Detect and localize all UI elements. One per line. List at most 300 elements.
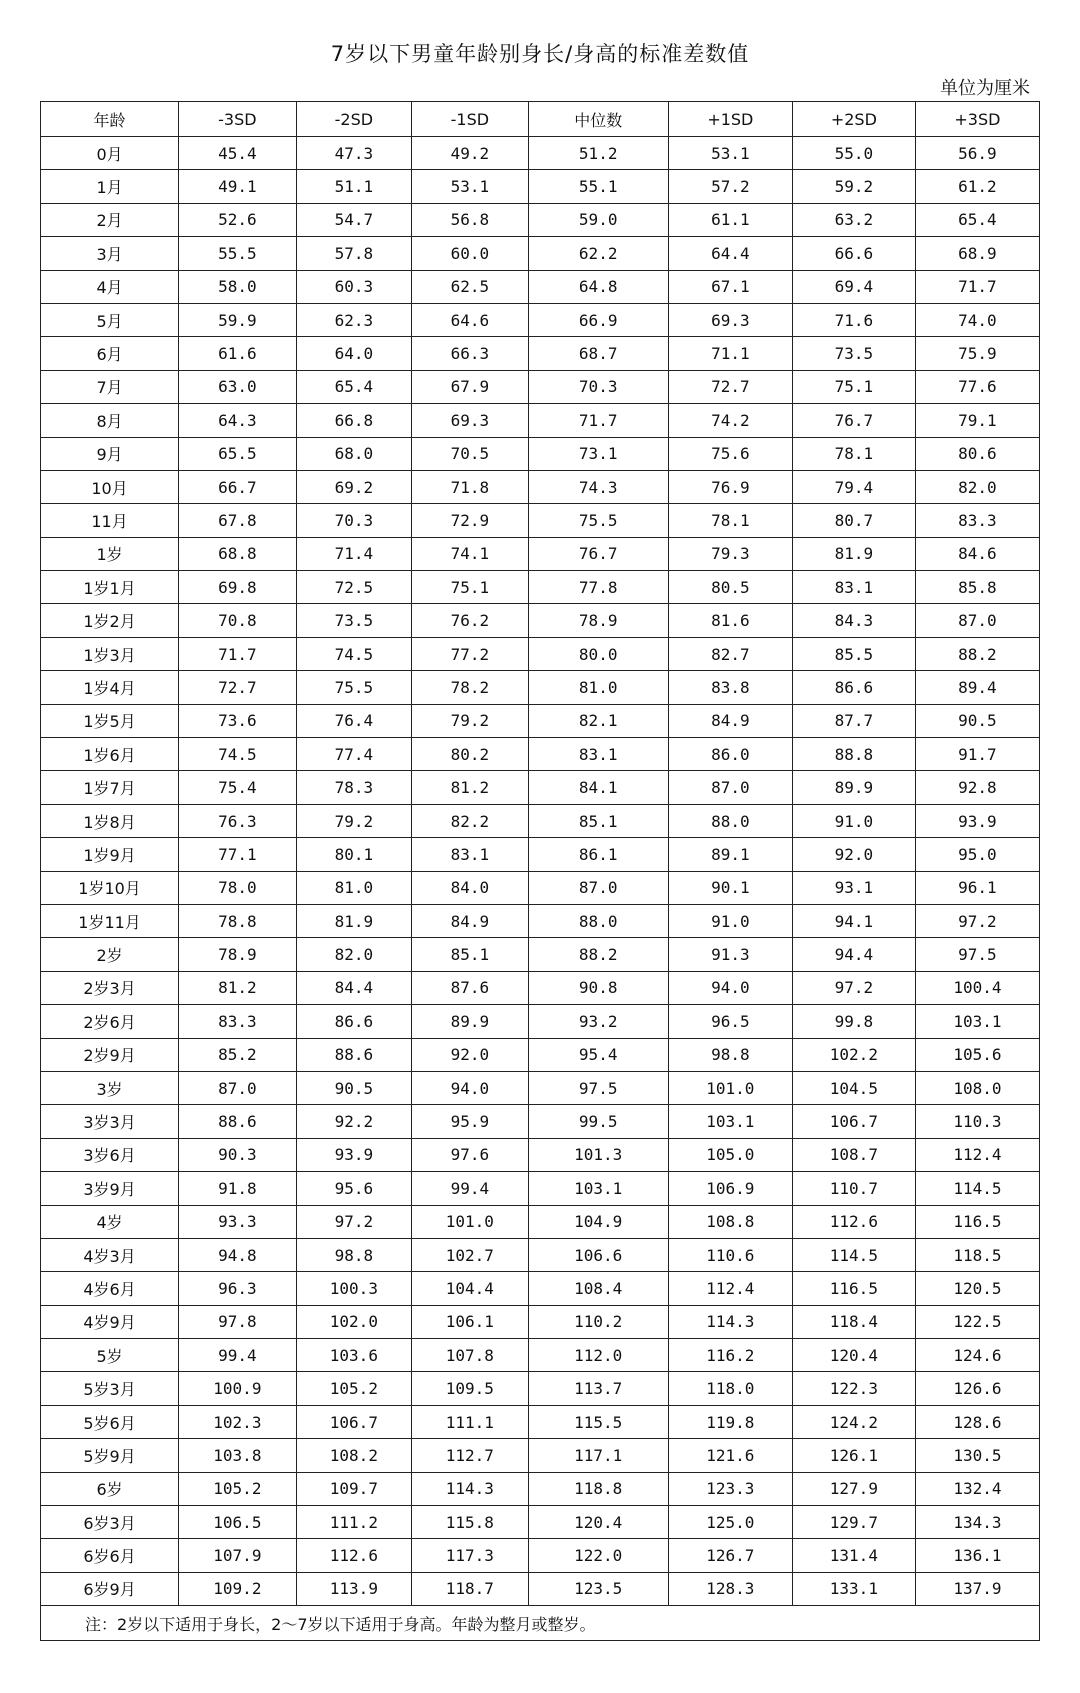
value-cell: 116.5 <box>792 1272 915 1305</box>
table-row <box>41 337 1040 370</box>
column-header: +2SD <box>792 102 915 137</box>
value-cell: 45.4 <box>179 137 297 170</box>
table-row <box>41 1405 1040 1438</box>
value-cell: 90.8 <box>528 971 668 1004</box>
value-cell: 102.3 <box>179 1405 297 1438</box>
value-cell: 61.6 <box>179 337 297 370</box>
value-cell: 66.6 <box>792 237 915 270</box>
value-cell: 106.6 <box>528 1238 668 1271</box>
age-cell: 1岁1月 <box>41 571 179 604</box>
value-cell: 81.6 <box>668 604 792 637</box>
value-cell: 88.8 <box>792 738 915 771</box>
value-cell: 110.3 <box>915 1105 1039 1138</box>
value-cell: 95.0 <box>915 838 1039 871</box>
age-cell: 9月 <box>41 437 179 470</box>
value-cell: 49.1 <box>179 170 297 203</box>
table-row <box>41 537 1040 570</box>
value-cell: 101.0 <box>412 1205 529 1238</box>
value-cell: 69.2 <box>296 470 411 503</box>
value-cell: 77.1 <box>179 838 297 871</box>
value-cell: 78.1 <box>792 437 915 470</box>
value-cell: 62.2 <box>528 237 668 270</box>
table-row <box>41 1539 1040 1572</box>
table-row <box>41 1038 1040 1071</box>
value-cell: 73.6 <box>179 704 297 737</box>
value-cell: 86.1 <box>528 838 668 871</box>
value-cell: 90.5 <box>296 1071 411 1104</box>
table-row <box>41 838 1040 871</box>
table-row <box>41 1305 1040 1338</box>
column-header: -3SD <box>179 102 297 137</box>
value-cell: 66.3 <box>412 337 529 370</box>
value-cell: 64.8 <box>528 270 668 303</box>
value-cell: 64.3 <box>179 404 297 437</box>
value-cell: 126.1 <box>792 1439 915 1472</box>
value-cell: 80.2 <box>412 738 529 771</box>
value-cell: 71.6 <box>792 303 915 336</box>
value-cell: 66.8 <box>296 404 411 437</box>
value-cell: 102.7 <box>412 1238 529 1271</box>
value-cell: 89.9 <box>792 771 915 804</box>
table-row <box>41 671 1040 704</box>
value-cell: 82.1 <box>528 704 668 737</box>
value-cell: 72.7 <box>179 671 297 704</box>
age-cell: 1岁10月 <box>41 871 179 904</box>
table-row <box>41 437 1040 470</box>
value-cell: 112.4 <box>915 1138 1039 1171</box>
value-cell: 94.0 <box>668 971 792 1004</box>
value-cell: 87.0 <box>179 1071 297 1104</box>
value-cell: 104.5 <box>792 1071 915 1104</box>
height-sd-table <box>40 101 1040 1641</box>
value-cell: 115.8 <box>412 1506 529 1539</box>
value-cell: 63.0 <box>179 370 297 403</box>
value-cell: 64.6 <box>412 303 529 336</box>
value-cell: 81.0 <box>296 871 411 904</box>
value-cell: 94.4 <box>792 938 915 971</box>
value-cell: 126.7 <box>668 1539 792 1572</box>
value-cell: 106.5 <box>179 1506 297 1539</box>
value-cell: 68.9 <box>915 237 1039 270</box>
value-cell: 67.1 <box>668 270 792 303</box>
value-cell: 55.1 <box>528 170 668 203</box>
table-row <box>41 504 1040 537</box>
value-cell: 74.3 <box>528 470 668 503</box>
age-cell: 4岁9月 <box>41 1305 179 1338</box>
value-cell: 81.9 <box>792 537 915 570</box>
value-cell: 114.5 <box>915 1172 1039 1205</box>
age-cell: 2月 <box>41 203 179 236</box>
value-cell: 69.3 <box>412 404 529 437</box>
value-cell: 94.0 <box>412 1071 529 1104</box>
value-cell: 121.6 <box>668 1439 792 1472</box>
value-cell: 128.3 <box>668 1572 792 1605</box>
table-note: 注：2岁以下适用于身长，2～7岁以下适用于身高。年龄为整月或整岁。 <box>41 1606 1040 1641</box>
value-cell: 105.2 <box>296 1372 411 1405</box>
value-cell: 116.5 <box>915 1205 1039 1238</box>
table-row <box>41 1339 1040 1372</box>
value-cell: 94.8 <box>179 1238 297 1271</box>
value-cell: 92.0 <box>412 1038 529 1071</box>
value-cell: 111.1 <box>412 1405 529 1438</box>
value-cell: 77.4 <box>296 738 411 771</box>
value-cell: 76.7 <box>528 537 668 570</box>
value-cell: 71.7 <box>915 270 1039 303</box>
value-cell: 80.0 <box>528 637 668 670</box>
age-cell: 11月 <box>41 504 179 537</box>
value-cell: 103.1 <box>668 1105 792 1138</box>
value-cell: 81.9 <box>296 904 411 937</box>
value-cell: 95.9 <box>412 1105 529 1138</box>
value-cell: 81.2 <box>179 971 297 1004</box>
table-row <box>41 270 1040 303</box>
value-cell: 88.2 <box>528 938 668 971</box>
value-cell: 109.2 <box>179 1572 297 1605</box>
table-row <box>41 1572 1040 1605</box>
value-cell: 62.5 <box>412 270 529 303</box>
value-cell: 73.1 <box>528 437 668 470</box>
value-cell: 86.6 <box>296 1005 411 1038</box>
table-row <box>41 1439 1040 1472</box>
age-cell: 5岁9月 <box>41 1439 179 1472</box>
value-cell: 76.2 <box>412 604 529 637</box>
value-cell: 84.9 <box>412 904 529 937</box>
age-cell: 1月 <box>41 170 179 203</box>
table-row <box>41 704 1040 737</box>
value-cell: 129.7 <box>792 1506 915 1539</box>
age-cell: 0月 <box>41 137 179 170</box>
value-cell: 76.9 <box>668 470 792 503</box>
value-cell: 75.9 <box>915 337 1039 370</box>
age-cell: 3岁9月 <box>41 1172 179 1205</box>
table-row <box>41 738 1040 771</box>
age-cell: 1岁5月 <box>41 704 179 737</box>
value-cell: 87.7 <box>792 704 915 737</box>
value-cell: 51.2 <box>528 137 668 170</box>
value-cell: 127.9 <box>792 1472 915 1505</box>
value-cell: 105.0 <box>668 1138 792 1171</box>
value-cell: 91.8 <box>179 1172 297 1205</box>
value-cell: 83.8 <box>668 671 792 704</box>
value-cell: 67.8 <box>179 504 297 537</box>
value-cell: 123.5 <box>528 1572 668 1605</box>
value-cell: 120.4 <box>528 1506 668 1539</box>
value-cell: 84.6 <box>915 537 1039 570</box>
column-header: +3SD <box>915 102 1039 137</box>
value-cell: 83.1 <box>528 738 668 771</box>
value-cell: 108.0 <box>915 1071 1039 1104</box>
value-cell: 72.5 <box>296 571 411 604</box>
value-cell: 97.6 <box>412 1138 529 1171</box>
value-cell: 92.0 <box>792 838 915 871</box>
value-cell: 96.1 <box>915 871 1039 904</box>
value-cell: 91.3 <box>668 938 792 971</box>
value-cell: 91.0 <box>792 804 915 837</box>
value-cell: 97.2 <box>792 971 915 1004</box>
value-cell: 103.1 <box>528 1172 668 1205</box>
value-cell: 101.0 <box>668 1071 792 1104</box>
value-cell: 134.3 <box>915 1506 1039 1539</box>
table-row <box>41 1205 1040 1238</box>
value-cell: 53.1 <box>668 137 792 170</box>
value-cell: 87.0 <box>915 604 1039 637</box>
table-row <box>41 1138 1040 1171</box>
table-row <box>41 1005 1040 1038</box>
value-cell: 85.1 <box>412 938 529 971</box>
value-cell: 68.7 <box>528 337 668 370</box>
value-cell: 88.6 <box>179 1105 297 1138</box>
value-cell: 95.4 <box>528 1038 668 1071</box>
value-cell: 77.2 <box>412 637 529 670</box>
value-cell: 107.9 <box>179 1539 297 1572</box>
value-cell: 97.2 <box>296 1205 411 1238</box>
value-cell: 112.6 <box>296 1539 411 1572</box>
value-cell: 132.4 <box>915 1472 1039 1505</box>
age-cell: 7月 <box>41 370 179 403</box>
value-cell: 97.8 <box>179 1305 297 1338</box>
column-header: 中位数 <box>528 102 668 137</box>
age-cell: 3岁6月 <box>41 1138 179 1171</box>
value-cell: 79.4 <box>792 470 915 503</box>
value-cell: 70.5 <box>412 437 529 470</box>
value-cell: 71.7 <box>179 637 297 670</box>
value-cell: 104.9 <box>528 1205 668 1238</box>
value-cell: 85.5 <box>792 637 915 670</box>
value-cell: 108.2 <box>296 1439 411 1472</box>
table-row <box>41 904 1040 937</box>
value-cell: 74.2 <box>668 404 792 437</box>
value-cell: 83.3 <box>915 504 1039 537</box>
value-cell: 131.4 <box>792 1539 915 1572</box>
table-row <box>41 1105 1040 1138</box>
value-cell: 74.5 <box>296 637 411 670</box>
value-cell: 109.5 <box>412 1372 529 1405</box>
table-row <box>41 571 1040 604</box>
value-cell: 71.4 <box>296 537 411 570</box>
value-cell: 92.8 <box>915 771 1039 804</box>
value-cell: 124.2 <box>792 1405 915 1438</box>
value-cell: 96.3 <box>179 1272 297 1305</box>
value-cell: 118.7 <box>412 1572 529 1605</box>
value-cell: 85.1 <box>528 804 668 837</box>
value-cell: 70.3 <box>528 370 668 403</box>
value-cell: 122.0 <box>528 1539 668 1572</box>
value-cell: 120.5 <box>915 1272 1039 1305</box>
page-title: 7岁以下男童年龄别身长/身高的标准差数值 <box>330 42 750 66</box>
value-cell: 88.0 <box>668 804 792 837</box>
value-cell: 89.1 <box>668 838 792 871</box>
age-cell: 3岁 <box>41 1071 179 1104</box>
table-row <box>41 637 1040 670</box>
column-header: +1SD <box>668 102 792 137</box>
value-cell: 122.3 <box>792 1372 915 1405</box>
age-cell: 5岁 <box>41 1339 179 1372</box>
value-cell: 89.4 <box>915 671 1039 704</box>
table-body <box>41 137 1040 1606</box>
value-cell: 75.4 <box>179 771 297 804</box>
value-cell: 75.5 <box>296 671 411 704</box>
age-cell: 4岁 <box>41 1205 179 1238</box>
value-cell: 97.5 <box>528 1071 668 1104</box>
value-cell: 108.8 <box>668 1205 792 1238</box>
age-cell: 6岁9月 <box>41 1572 179 1605</box>
age-cell: 1岁4月 <box>41 671 179 704</box>
value-cell: 113.9 <box>296 1572 411 1605</box>
value-cell: 79.3 <box>668 537 792 570</box>
value-cell: 96.5 <box>668 1005 792 1038</box>
value-cell: 113.7 <box>528 1372 668 1405</box>
value-cell: 81.0 <box>528 671 668 704</box>
value-cell: 76.4 <box>296 704 411 737</box>
value-cell: 65.5 <box>179 437 297 470</box>
value-cell: 81.2 <box>412 771 529 804</box>
value-cell: 71.8 <box>412 470 529 503</box>
value-cell: 71.7 <box>528 404 668 437</box>
table-row <box>41 804 1040 837</box>
value-cell: 105.6 <box>915 1038 1039 1071</box>
value-cell: 105.2 <box>179 1472 297 1505</box>
value-cell: 72.9 <box>412 504 529 537</box>
value-cell: 68.8 <box>179 537 297 570</box>
value-cell: 85.2 <box>179 1038 297 1071</box>
value-cell: 80.1 <box>296 838 411 871</box>
value-cell: 89.9 <box>412 1005 529 1038</box>
age-cell: 6岁3月 <box>41 1506 179 1539</box>
value-cell: 73.5 <box>792 337 915 370</box>
value-cell: 57.8 <box>296 237 411 270</box>
value-cell: 54.7 <box>296 203 411 236</box>
value-cell: 97.5 <box>915 938 1039 971</box>
age-cell: 10月 <box>41 470 179 503</box>
table-row <box>41 771 1040 804</box>
value-cell: 102.2 <box>792 1038 915 1071</box>
value-cell: 133.1 <box>792 1572 915 1605</box>
table-row <box>41 303 1040 336</box>
value-cell: 94.1 <box>792 904 915 937</box>
value-cell: 116.2 <box>668 1339 792 1372</box>
value-cell: 124.6 <box>915 1339 1039 1372</box>
value-cell: 93.2 <box>528 1005 668 1038</box>
value-cell: 78.1 <box>668 504 792 537</box>
value-cell: 101.3 <box>528 1138 668 1171</box>
table-row <box>41 1372 1040 1405</box>
value-cell: 69.8 <box>179 571 297 604</box>
note-row <box>41 1606 1040 1641</box>
value-cell: 56.9 <box>915 137 1039 170</box>
value-cell: 77.6 <box>915 370 1039 403</box>
age-cell: 6月 <box>41 337 179 370</box>
table-row <box>41 370 1040 403</box>
value-cell: 86.0 <box>668 738 792 771</box>
value-cell: 85.8 <box>915 571 1039 604</box>
value-cell: 100.9 <box>179 1372 297 1405</box>
value-cell: 83.3 <box>179 1005 297 1038</box>
age-cell: 1岁7月 <box>41 771 179 804</box>
value-cell: 90.1 <box>668 871 792 904</box>
value-cell: 93.9 <box>296 1138 411 1171</box>
value-cell: 76.7 <box>792 404 915 437</box>
age-cell: 6岁 <box>41 1472 179 1505</box>
value-cell: 110.6 <box>668 1238 792 1271</box>
value-cell: 78.0 <box>179 871 297 904</box>
age-cell: 4月 <box>41 270 179 303</box>
table-row <box>41 1172 1040 1205</box>
value-cell: 60.3 <box>296 270 411 303</box>
value-cell: 114.5 <box>792 1238 915 1271</box>
value-cell: 93.1 <box>792 871 915 904</box>
table-row <box>41 237 1040 270</box>
value-cell: 106.7 <box>792 1105 915 1138</box>
value-cell: 49.2 <box>412 137 529 170</box>
value-cell: 80.6 <box>915 437 1039 470</box>
value-cell: 120.4 <box>792 1339 915 1372</box>
value-cell: 114.3 <box>668 1305 792 1338</box>
value-cell: 72.7 <box>668 370 792 403</box>
age-cell: 1岁 <box>41 537 179 570</box>
value-cell: 125.0 <box>668 1506 792 1539</box>
value-cell: 106.7 <box>296 1405 411 1438</box>
value-cell: 66.7 <box>179 470 297 503</box>
value-cell: 117.1 <box>528 1439 668 1472</box>
value-cell: 93.9 <box>915 804 1039 837</box>
value-cell: 108.7 <box>792 1138 915 1171</box>
value-cell: 53.1 <box>412 170 529 203</box>
value-cell: 82.0 <box>915 470 1039 503</box>
value-cell: 119.8 <box>668 1405 792 1438</box>
value-cell: 79.1 <box>915 404 1039 437</box>
age-cell: 8月 <box>41 404 179 437</box>
value-cell: 87.0 <box>528 871 668 904</box>
value-cell: 61.2 <box>915 170 1039 203</box>
value-cell: 69.3 <box>668 303 792 336</box>
value-cell: 88.0 <box>528 904 668 937</box>
age-cell: 2岁6月 <box>41 1005 179 1038</box>
value-cell: 112.6 <box>792 1205 915 1238</box>
value-cell: 100.4 <box>915 971 1039 1004</box>
value-cell: 75.5 <box>528 504 668 537</box>
value-cell: 70.8 <box>179 604 297 637</box>
value-cell: 78.9 <box>528 604 668 637</box>
unit-label: 单位为厘米 <box>940 78 1030 99</box>
value-cell: 126.6 <box>915 1372 1039 1405</box>
table-row <box>41 470 1040 503</box>
value-cell: 86.6 <box>792 671 915 704</box>
value-cell: 136.1 <box>915 1539 1039 1572</box>
value-cell: 74.0 <box>915 303 1039 336</box>
value-cell: 63.2 <box>792 203 915 236</box>
value-cell: 117.3 <box>412 1539 529 1572</box>
value-cell: 97.2 <box>915 904 1039 937</box>
value-cell: 99.8 <box>792 1005 915 1038</box>
value-cell: 60.0 <box>412 237 529 270</box>
table-row <box>41 404 1040 437</box>
value-cell: 74.5 <box>179 738 297 771</box>
column-header: 年龄 <box>41 102 179 137</box>
value-cell: 74.1 <box>412 537 529 570</box>
value-cell: 112.0 <box>528 1339 668 1372</box>
value-cell: 123.3 <box>668 1472 792 1505</box>
value-cell: 65.4 <box>296 370 411 403</box>
value-cell: 66.9 <box>528 303 668 336</box>
value-cell: 55.5 <box>179 237 297 270</box>
value-cell: 83.1 <box>792 571 915 604</box>
age-cell: 3岁3月 <box>41 1105 179 1138</box>
value-cell: 100.3 <box>296 1272 411 1305</box>
table-row <box>41 170 1040 203</box>
value-cell: 78.3 <box>296 771 411 804</box>
value-cell: 88.2 <box>915 637 1039 670</box>
value-cell: 102.0 <box>296 1305 411 1338</box>
